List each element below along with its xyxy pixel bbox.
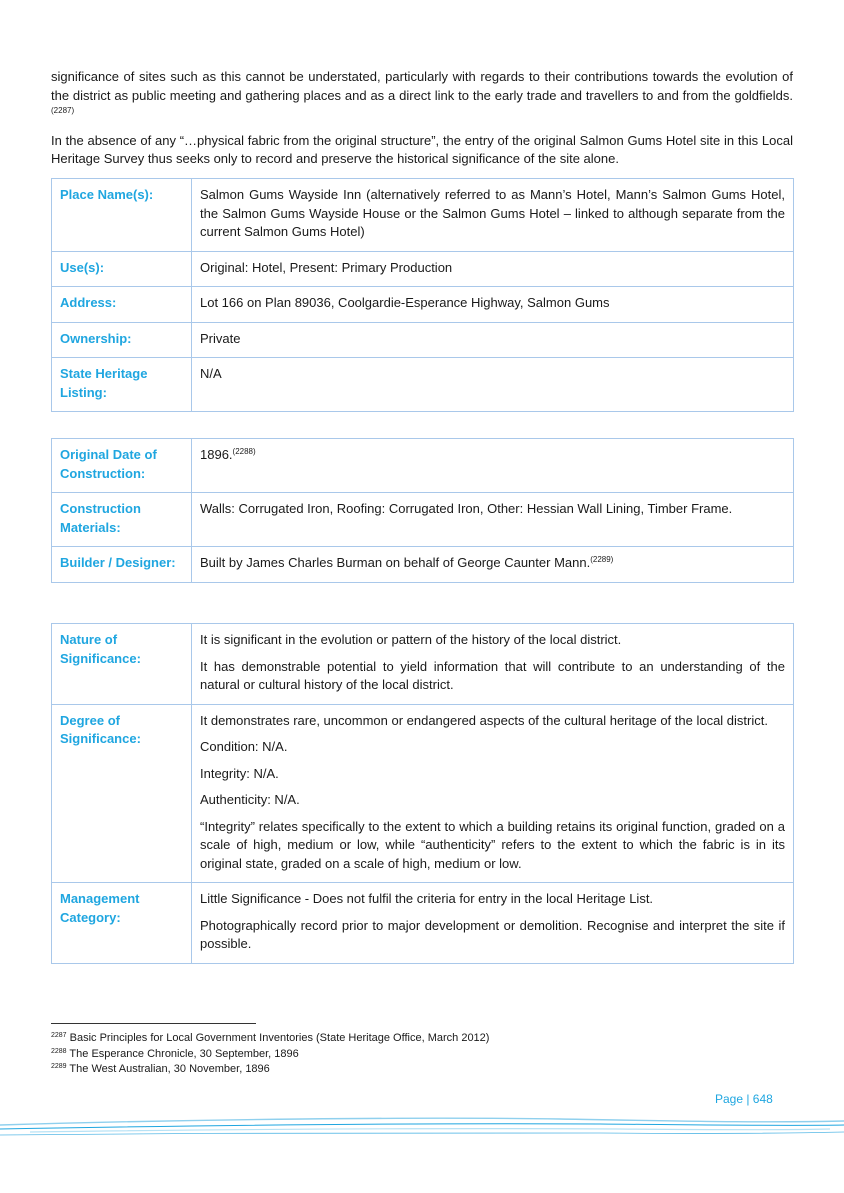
footnote-text: The West Australian, 30 November, 1896 <box>66 1063 270 1075</box>
table-row <box>52 547 794 583</box>
intro-paragraph-1 <box>51 68 793 124</box>
nature-of-significance-value <box>192 624 794 705</box>
address-label: Address: <box>52 287 192 323</box>
ownership-value: Private <box>192 322 794 358</box>
table-row <box>52 624 794 705</box>
nature-of-significance-label: Nature of Significance: <box>52 624 192 705</box>
place-details-table <box>51 178 794 412</box>
nature-paragraph: It has demonstrable potential to yield information that will contribute to an understanding of the natural or cultural history of the local district. <box>200 658 785 692</box>
place-name-label: Place Name(s): <box>52 179 192 252</box>
footnote-number: 2287 <box>51 1032 67 1039</box>
footnote-number: 2289 <box>51 1063 67 1070</box>
builder-designer-label: Builder / Designer: <box>52 547 192 583</box>
footnote-text: Basic Principles for Local Government Inventories (State Heritage Office, March 2012) <box>66 1032 490 1044</box>
significance-table <box>51 623 794 964</box>
footer-wave-decoration <box>0 1105 844 1145</box>
footnote-ref-2288[interactable]: (2288) <box>232 447 256 456</box>
address-value: Lot 166 on Plan 89036, Coolgardie-Esperance Highway, Salmon Gums <box>192 287 794 323</box>
table-row <box>52 883 794 964</box>
state-heritage-listing-value: N/A <box>192 358 794 412</box>
footnote-ref-2289[interactable]: (2289) <box>590 555 614 564</box>
construction-materials-label: Construction Materials: <box>52 493 192 547</box>
footnote-item <box>51 1062 751 1078</box>
table-row <box>52 704 794 883</box>
use-label: Use(s): <box>52 251 192 287</box>
footnote-item <box>51 1047 751 1063</box>
footnote-divider <box>51 1023 256 1024</box>
original-date-value <box>192 439 794 493</box>
construction-table <box>51 438 794 583</box>
place-name-value: Salmon Gums Wayside Inn (alternatively referred to as Mann’s Hotel, Mann’s Salmon Gums Hotel, the Salmon Gums Wayside House or the Salmon Gums Hotel – linked to although separate from the current Salmon Gums Hotel) <box>192 179 794 252</box>
construction-materials-value: Walls: Corrugated Iron, Roofing: Corrugated Iron, Other: Hessian Wall Lining, Timber Frame. <box>192 493 794 547</box>
table-row <box>52 287 794 323</box>
degree-of-significance-value <box>192 704 794 883</box>
condition-text: Condition: N/A. <box>200 739 288 754</box>
management-category-value <box>192 883 794 964</box>
table-row <box>52 358 794 412</box>
degree-paragraph: It demonstrates rare, uncommon or endangered aspects of the cultural heritage of the local district. <box>200 712 768 728</box>
use-value: Original: Hotel, Present: Primary Production <box>192 251 794 287</box>
table-row <box>52 179 794 252</box>
builder-designer-text: Built by James Charles Burman on behalf of George Caunter Mann. <box>200 555 591 570</box>
footnote-ref-2287[interactable]: (2287) <box>51 106 75 115</box>
intro-paragraph-1-text: significance of sites such as this cannot be understated, particularly with regards to their contributions towards the evolution of the district as public meeting and gathering places and as a direct link to the early trade and travellers to and from the goldfields. <box>51 69 793 103</box>
state-heritage-listing-label: State Heritage Listing: <box>52 358 192 412</box>
table-row <box>52 251 794 287</box>
intro-paragraph-2: In the absence of any “…physical fabric from the original structure”, the entry of the original Salmon Gums Hotel site in this Local Heritage Survey thus seeks only to record and preserve the historical significance of the site alone. <box>51 132 793 166</box>
ownership-label: Ownership: <box>52 322 192 358</box>
original-date-label: Original Date of Construction: <box>52 439 192 493</box>
degree-note: “Integrity” relates specifically to the extent to which a building retains its original function, graded on a scale of high, medium or low, while “authenticity” refers to the extent to which the fabric is in its original state, graded on a scale of high, medium or low. <box>200 818 785 871</box>
builder-designer-value <box>192 547 794 583</box>
management-paragraph: Photographically record prior to major development or demolition. Recognise and interpret the site if possible. <box>200 917 785 951</box>
footnote-item <box>51 1031 751 1047</box>
management-category-label: Management Category: <box>52 883 192 964</box>
table-row <box>52 439 794 493</box>
intro-text <box>51 68 793 177</box>
page-number: Page | 648 <box>715 1092 773 1106</box>
footnote-text: The Esperance Chronicle, 30 September, 1896 <box>66 1047 299 1060</box>
nature-paragraph: It is significant in the evolution or pattern of the history of the local district. <box>200 632 622 647</box>
degree-of-significance-label: Degree of Significance: <box>52 704 192 883</box>
original-date-text: 1896. <box>200 447 233 462</box>
table-row <box>52 322 794 358</box>
management-paragraph: Little Significance - Does not fulfil the criteria for entry in the local Heritage List. <box>200 891 654 906</box>
footnote-number: 2288 <box>51 1047 67 1055</box>
authenticity-text: Authenticity: N/A. <box>200 792 300 807</box>
table-row <box>52 493 794 547</box>
integrity-text: Integrity: N/A. <box>200 765 279 781</box>
footnotes <box>51 1031 751 1078</box>
